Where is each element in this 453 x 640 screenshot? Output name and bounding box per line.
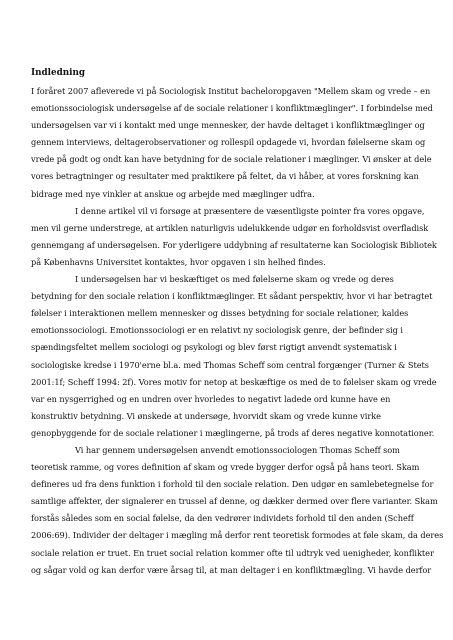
text-line: betydning for den sociale relation i konfliktmæglinger. Et sådant perspektiv, hvor vi har betragtet [31, 291, 433, 302]
text-line: samtlige affekter, der signalerer en trussel af denne, og dækker dermed over flere varianter. Skam [31, 496, 438, 507]
text-line: 2006:69). Individer der deltager i mægling må derfor rent teoretisk formodes at føle skam, da deres [31, 530, 444, 541]
document-body [31, 83, 444, 579]
paragraph [31, 83, 433, 203]
text-line: vores betragtninger og resultater med praktikere på feltet, da vi håber, at vores forskning kan [31, 171, 419, 182]
text-line: forstås således som en social følelse, da den vedrører individets forhold til den anden (Scheff [31, 513, 414, 524]
text-line: følelser i interaktionen mellem mennesker og disses betydning for sociale relationer, kaldes [31, 308, 409, 319]
text-line: spændingsfeltet mellem sociologi og psykologi og blev først rigtigt anvendt systematisk i [31, 342, 397, 353]
paragraph [31, 442, 444, 579]
text-line: 2001:1f; Scheff 1994: 2f). Vores motiv for netop at beskæftige os med de to følelser skam og vrede [31, 376, 437, 387]
section-heading: Indledning [31, 68, 86, 78]
text-line: på Københavns Universitet kontaktes, hvor opgaven i sin helhed findes. [31, 256, 326, 267]
text-line: men vil gerne understrege, at artiklen naturligvis udelukkende udgør en forholdsvist overfladisk [31, 222, 429, 233]
text-line: gennem interviews, deltagerobservationer og rollespil opdagede vi, hvordan følelserne skam og [31, 137, 426, 148]
text-line: bidrage med nye vinkler at anskue og arbejde med mæglinger udfra. [31, 188, 315, 199]
text-line: teoretisk ramme, og vores definition af skam og vrede bygger derfor også på hans teori. Skam [31, 462, 420, 473]
text-line: sociale relation er truet. En truet social relation kommer ofte til udtryk ved uenigheder, konflikter [31, 547, 434, 558]
text-line: genopbyggende for de sociale relationer i mæglingerne, på trods af deres negative konnotationer. [31, 427, 435, 438]
text-line: vrede på godt og ondt kan have betydning for de sociale relationer i mæglinger. Vi ønsker at dele [31, 154, 432, 165]
text-line: var en nysgerrighed og en undren over hvorledes to negativt ladede ord kunne have en [31, 393, 391, 404]
text-line: sociologiske kredse i 1970'erne bl.a. med Thomas Scheff som central forgænger (Turner & Stets [31, 359, 429, 370]
text-line: undersøgelsen var vi i kontakt med unge mennesker, der havde deltaget i konfliktmæglinger og [31, 120, 425, 131]
text-line: Vi har gennem undersøgelsen anvendt emotionssociologen Thomas Scheff som [75, 444, 400, 455]
text-line: I undersøgelsen har vi beskæftiget os med følelserne skam og vrede og deres [75, 274, 394, 285]
text-line: emotionssociologisk undersøgelse af de sociale relationer i konfliktmæglinger". I forbindelse med [31, 103, 433, 114]
text-line: I denne artikel vil vi forsøge at præsentere de væsentligste pointer fra vores opgave, [75, 205, 425, 216]
text-line: og sågar vold og kan derfor være årsag til, at man deltager i en konfliktmægling. Vi havde derfor [31, 564, 432, 575]
paragraph [31, 203, 437, 271]
text-line: I foråret 2007 afleverede vi på Sociologisk Institut bacheloropgaven "Mellem skam og vrede – en [31, 86, 431, 96]
text-line: gennemgang af undersøgelsen. For yderligere uddybning af resultaterne kan Sociologisk Bibliotek [31, 239, 437, 250]
text-line: emotionssociologi. Emotionssociologi er en relativt ny sociologisk genre, der befinder sig i [31, 325, 403, 336]
paragraph [31, 271, 437, 442]
text-line: konstruktiv betydning. Vi ønskede at undersøge, hvorvidt skam og vrede kunne virke [31, 410, 381, 421]
text-line: defineres ud fra dens funktion i forhold til den sociale relation. Den udgør en samlebetegnelse for [31, 479, 434, 490]
